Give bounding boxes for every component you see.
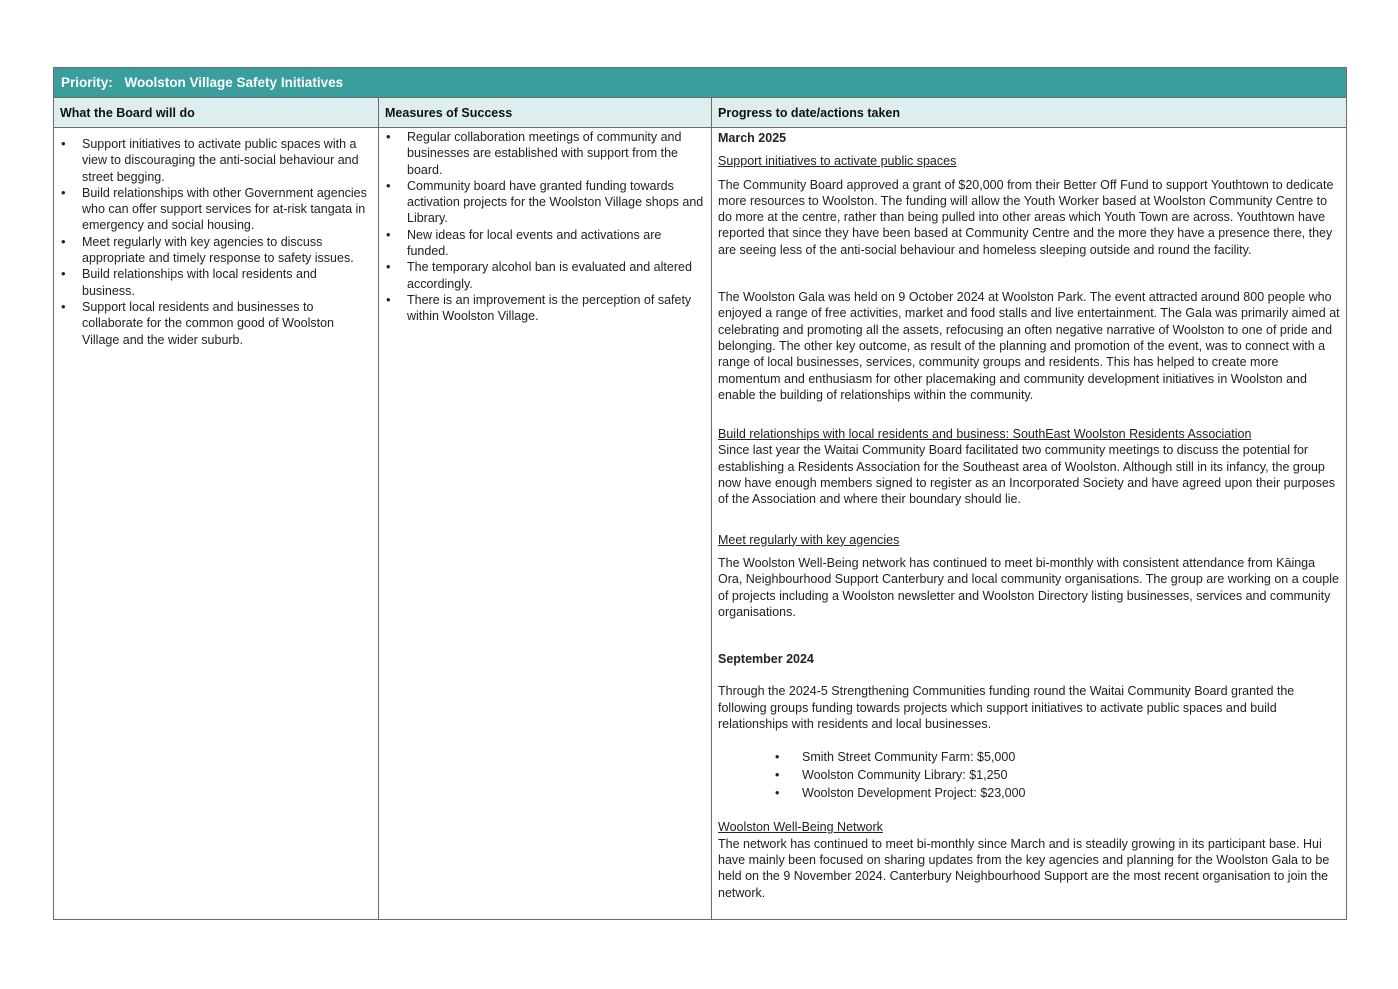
header-progress: Progress to date/actions taken [712, 98, 1347, 128]
measures-cell [379, 128, 712, 920]
list-item: • Woolston Development Project: $23,000 [802, 784, 1340, 802]
list-item: • The temporary alcohol ban is evaluated and altered accordingly. [407, 259, 705, 292]
september-paragraph-wellbeing-network: The network has continued to meet bi-monthly since March and is steadily growing in its participant base. Hui have mainly been focused on sharing updates from the key agencies and planning for the Woolston Gala to be held on the 9 November 2024. Canterbury Neighbourhood Support are the most recent organisation to join the network. [718, 836, 1330, 900]
priority-cell [54, 68, 1347, 98]
header-row [54, 98, 1347, 128]
priority-row [54, 68, 1347, 98]
progress-cell [712, 128, 1347, 920]
measures-list [379, 129, 705, 325]
march-paragraph-gala: The Woolston Gala was held on 9 October 2024 at Woolston Park. The event attracted around 800 people who enjoyed a range of free activities, market and food stalls and live entertainment. The Gala was primarily aimed at celebrating and promoting all the assets, refocusing an often negative narrative of Woolston to one of pride and belonging. The other key outcome, as result of the planning and promotion of the event, was to connect with a range of local businesses, services, community groups and residents. This has helped to create more momentum and enthusiasm for other placemaking and community development initiatives in Woolston and enable the building of relationships within the community. [718, 290, 1340, 402]
board-will-do-list [54, 136, 372, 348]
header-board-will-do: What the Board will do [54, 98, 379, 128]
content-row [54, 128, 1347, 920]
list-item: • Smith Street Community Farm: $5,000 [802, 748, 1340, 766]
list-item: • There is an improvement is the perception of safety within Woolston Village. [407, 292, 705, 325]
list-item: • Community board have granted funding towards activation projects for the Woolston Village shops and Library. [407, 178, 705, 227]
priority-table [53, 67, 1347, 920]
march-paragraph-youthtown: The Community Board approved a grant of $20,000 from their Better Off Fund to support Youthtown to dedicate more resources to Woolston. The funding will allow the Youth Worker based at Woolston Community Centre to do more at the centre, rather than being pulled into other areas which Youth Town are across. Youthtown have reported that since they have been based at Community Centre and the more they have a presence there, they are seeing less of the anti-social behaviour and homeless sleeping outside and round the facility. [718, 177, 1334, 257]
priority-table-container [53, 67, 1346, 920]
march-paragraph-wellbeing-network: The Woolston Well-Being network has continued to meet bi-monthly with consistent attendance from Kāinga Ora, Neighbourhood Support Canterbury and local community organisations. The group are working on a couple of projects including a Woolston newsletter and Woolston Directory listing businesses, services and community organisations. [718, 555, 1339, 619]
september-subheading-wellbeing-network: Woolston Well-Being Network [718, 820, 883, 835]
march-subheading-key-agencies: Meet regularly with key agencies [718, 532, 900, 547]
grants-list [718, 748, 1340, 802]
list-item: • Woolston Community Library: $1,250 [802, 766, 1340, 784]
march-paragraph-residents-association: Since last year the Waitai Community Board facilitated two community meetings to discuss the potential for establishing a Residents Association for the Southeast area of Woolston. Although still in its infancy, the group now have enough members signed to register as an Incorporated Society and have agreed upon their purposes of the Association and where their boundary should lie. [718, 443, 1336, 507]
priority-label: Priority: [61, 75, 113, 90]
list-item: • Build relationships with other Government agencies who can offer support services for at-risk tangata in emergency and social housing. [82, 185, 372, 234]
header-measures-of-success: Measures of Success [379, 98, 712, 128]
list-item: • Support initiatives to activate public spaces with a view to discouraging the anti-social behaviour and street begging. [82, 136, 372, 185]
march-2025-heading: March 2025 [718, 131, 787, 145]
list-item: • New ideas for local events and activations are funded. [407, 227, 705, 260]
september-paragraph-funding: Through the 2024-5 Strengthening Communities funding round the Waitai Community Board granted the following groups funding towards projects which support initiatives to activate public spaces and build relationships with residents and local businesses. [718, 684, 1295, 732]
priority-title: Woolston Village Safety Initiatives [124, 75, 344, 90]
list-item: • Regular collaboration meetings of community and businesses are established with support from the board. [407, 129, 705, 178]
march-subheading-residents-association: Build relationships with local residents and business: SouthEast Woolston Residents Association [718, 427, 1252, 442]
board-will-do-cell [54, 128, 379, 920]
list-item: • Build relationships with local residents and business. [82, 266, 372, 299]
list-item: • Support local residents and businesses to collaborate for the common good of Woolston Village and the wider suburb. [82, 299, 372, 348]
march-subheading-activate-spaces: Support initiatives to activate public spaces [718, 154, 957, 169]
september-2024-heading: September 2024 [718, 652, 814, 667]
list-item: • Meet regularly with key agencies to discuss appropriate and timely response to safety issues. [82, 234, 372, 267]
